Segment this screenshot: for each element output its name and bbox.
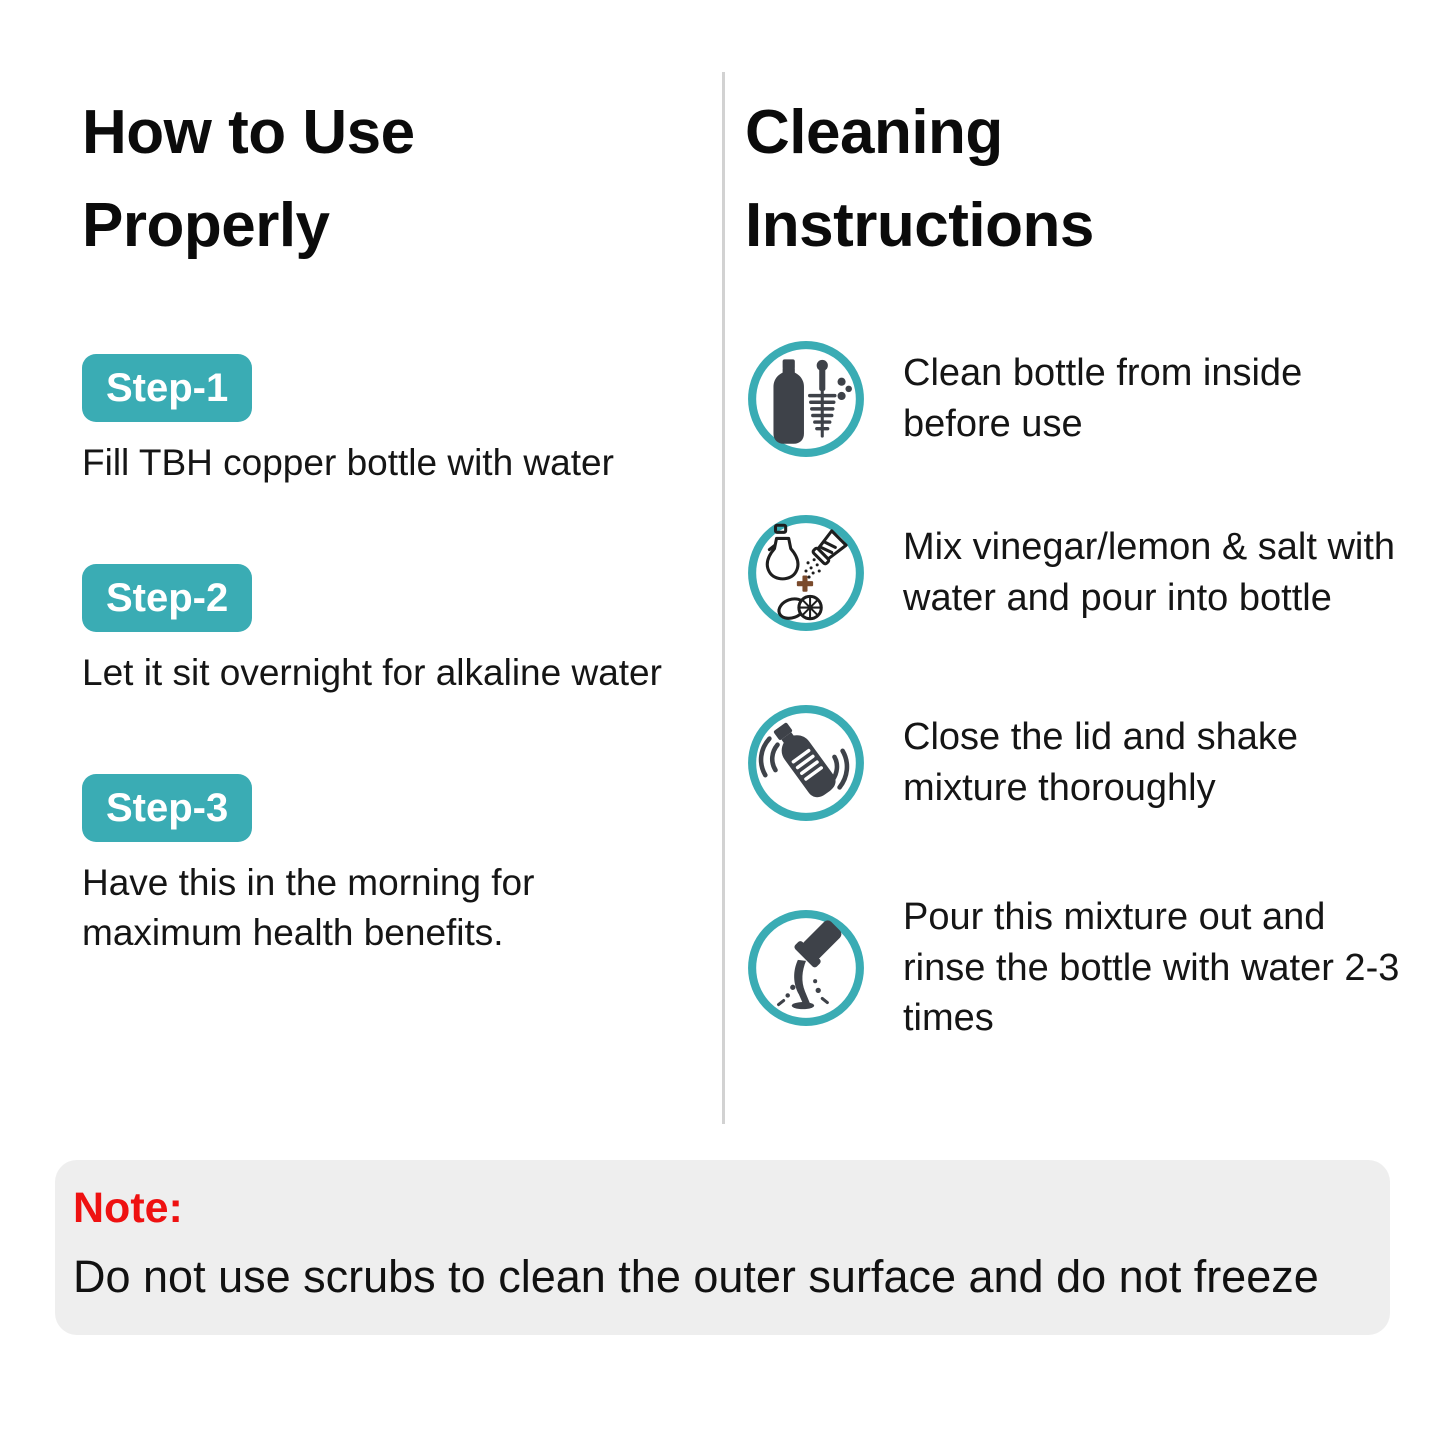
step-3-badge: Step-3 bbox=[82, 774, 252, 842]
cleaning-instructions-title: Cleaning Instructions bbox=[745, 98, 1094, 260]
step-1-text: Fill TBH copper bottle with water bbox=[82, 442, 614, 483]
vinegar-lemon-salt-icon bbox=[745, 512, 867, 634]
cleaning-item-3-text: Close the lid and shake mixture thoroughly bbox=[903, 716, 1299, 809]
step-1-block bbox=[82, 354, 722, 488]
step-2-block bbox=[82, 564, 722, 698]
step-1-badge: Step-1 bbox=[82, 354, 252, 422]
step-3-block bbox=[82, 774, 722, 958]
vertical-divider bbox=[722, 72, 725, 1124]
step-3-text: Have this in the morning for maximum health benefits. bbox=[82, 861, 535, 953]
note-label: Note: bbox=[73, 1184, 183, 1232]
note-text: Do not use scrubs to clean the outer surface and do not freeze bbox=[73, 1251, 1319, 1302]
cleaning-item-2-text: Mix vinegar/lemon & salt with water and pour into bottle bbox=[903, 526, 1396, 619]
note-box bbox=[55, 1160, 1390, 1335]
cleaning-item-2 bbox=[745, 512, 1405, 634]
cleaning-item-4 bbox=[745, 892, 1405, 1044]
cleaning-instructions-section bbox=[745, 86, 1405, 1044]
cleaning-items bbox=[745, 338, 1405, 1044]
shake-bottle-icon bbox=[745, 702, 867, 824]
step-2-text: Let it sit overnight for alkaline water bbox=[82, 651, 662, 693]
cleaning-item-4-text: Pour this mixture out and rinse the bottle with water 2-3 times bbox=[903, 896, 1400, 1040]
pour-bottle-icon bbox=[745, 907, 867, 1029]
bottle-brush-icon bbox=[745, 338, 867, 460]
cleaning-item-1 bbox=[745, 338, 1405, 460]
cleaning-item-3 bbox=[745, 702, 1405, 824]
step-2-badge: Step-2 bbox=[82, 564, 252, 632]
how-to-use-section bbox=[82, 86, 722, 958]
how-to-use-title: How to Use Properly bbox=[82, 98, 415, 260]
cleaning-item-1-text: Clean bottle from inside before use bbox=[903, 352, 1303, 445]
